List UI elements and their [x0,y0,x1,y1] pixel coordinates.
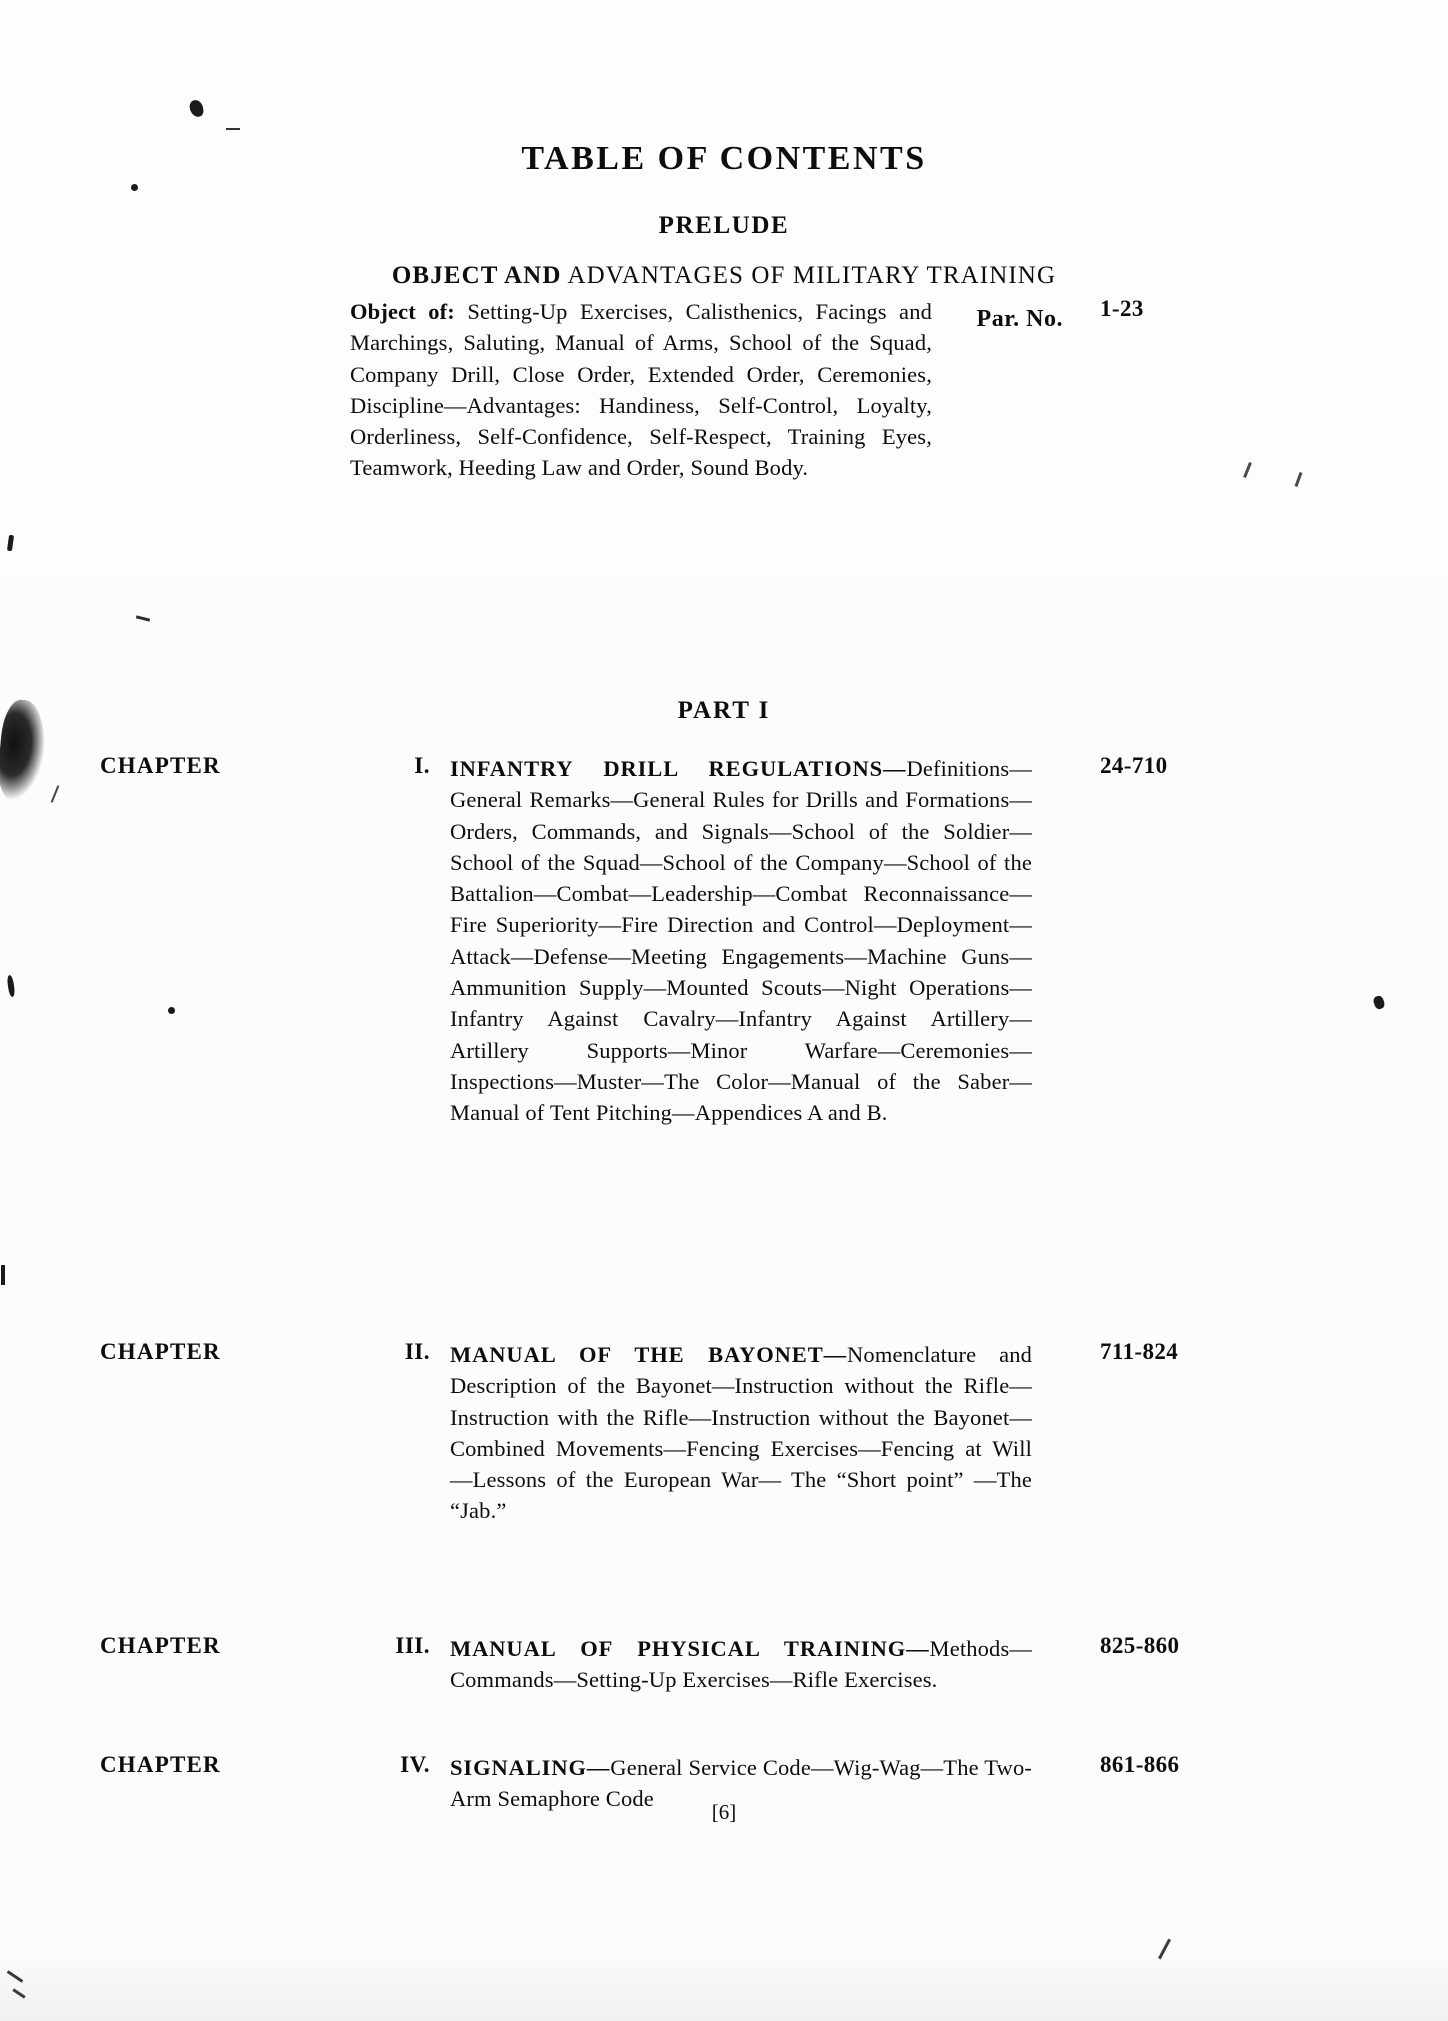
ink-blot-artifact [188,99,204,118]
object-heading-bold: OBJECT AND [391,262,562,289]
prelude-heading: PRELUDE [658,212,790,239]
chapter-2-text: Nomenclature and Description of the Bayonet—Instruction without the Rifle—Instruction with the Rifle—Instruction without the Bayonet—Combined Movements—Fencing Exercises—Fencing at Will—Lessons of the European War— The “Short point” —The “Jab.” [450,1342,1033,1524]
part-heading: PART I [677,697,771,724]
chapter-numeral: I. [414,753,430,778]
chapter-numeral: IV. [400,1752,430,1777]
prelude-lead-object: Object of: [350,299,455,324]
chapter-3-heading: MANUAL OF PHYSICAL TRAINING— [450,1636,930,1661]
page-folio: [6] [711,1800,737,1824]
margin-mark-artifact [51,785,60,802]
chapter-1-heading: INFANTRY DRILL REGULATIONS— [450,756,907,781]
chapter-label: CHAPTER [100,1633,221,1658]
chapter-3-body [450,1633,1032,1696]
par-no-column-header: Par. No. [976,306,1063,332]
chapter-4-heading: SIGNALING— [450,1755,611,1780]
ink-dash-artifact [226,128,240,130]
object-advantages-heading [0,262,1448,290]
margin-mark-artifact [1295,472,1303,487]
prelude-text-2: Handiness, Self-Control, Loyalty, Orderliness, Self-Confidence, Self-Respect, Training Eyes, Teamwork, Heeding Law and Order, Sound Body. [350,392,932,481]
chapter-numeral: III. [395,1633,430,1658]
chapter-label: CHAPTER [100,1752,221,1777]
ink-dot-artifact [168,1007,175,1014]
chapter-1-pages: 24-710 [1100,753,1168,778]
margin-mark-artifact [7,535,14,552]
chapter-1-body [450,753,1032,1129]
ink-dot-artifact [131,184,138,191]
chapter-label: CHAPTER [100,753,221,778]
chapter-4-pages: 861-866 [1100,1752,1180,1777]
chapter-3-text: Methods—Commands—Setting-Up Exercises—Rifle Exercises. [450,1636,1032,1693]
margin-mark-artifact [1243,462,1252,478]
ink-blot-artifact [1372,995,1386,1010]
margin-mark-artifact [136,615,150,621]
chapter-4-text: General Service Code—Wig-Wag—The Two-Arm Semaphore Code [450,1755,1032,1812]
prelude-text-1: Setting-Up Exercises, Calisthenics, Facings and Marchings, Saluting, Manual of Arms, School of the Squad, Company Drill, Close Order, Extended Order, Ceremonies, Discipline— [350,299,932,418]
margin-mark-artifact [6,975,15,998]
prelude-entry-body [350,296,932,484]
chapter-1-text: Definitions—General Remarks—General Rules for Drills and Formations—Orders, Commands, and Signals—School of the Soldier—School of the Squad—School of the Company—School of the Battalion—Combat—Leadership—Combat Reconnaissance—Fire Superiority—Fire Direction and Control—Deployment—Attack—Defense—Meeting Engagements—Machine Guns—Ammunition Supply—Mounted Scouts—Night Operations—Infantry Against Cavalry—Infantry Against Artillery—Artillery Supports—Minor Warfare—Ceremonies—Inspections—Muster—The Color—Manual of the Saber—Manual of Tent Pitching—Appendices A and B. [450,756,1032,1126]
page-title: TABLE OF CONTENTS [521,140,927,177]
prelude-lead-advantages: Advantages: [466,392,581,418]
chapter-2-body [450,1339,1032,1527]
chapter-2-heading: MANUAL OF THE BAYONET— [450,1342,848,1367]
chapter-2-pages: 711-824 [1100,1339,1179,1364]
chapter-numeral: II. [404,1339,430,1364]
margin-mark-artifact [1,1265,5,1285]
prelude-pages: 1-23 [1100,296,1144,321]
object-heading-rest: ADVANTAGES OF MILITARY TRAINING [561,262,1057,289]
chapter-label: CHAPTER [100,1339,221,1364]
page-edge-shadow [0,1955,1448,2021]
chapter-3-pages: 825-860 [1100,1633,1180,1658]
